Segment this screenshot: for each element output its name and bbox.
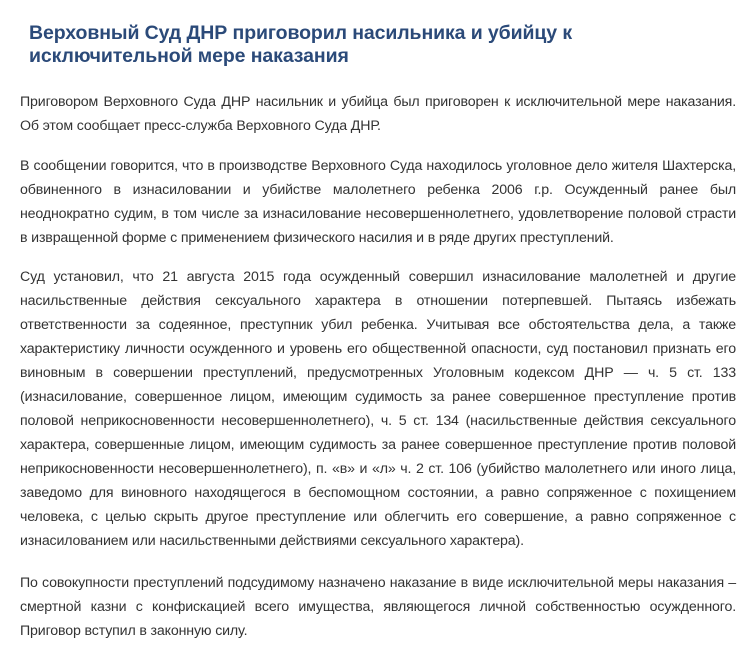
article-paragraph-4: По совокупности преступлений подсудимому назначено наказание в виде исключительной меры наказания – смертной казни с конфискацией всего имущества, являющегося личной собственностью осужденного. Приговор вступил в законную силу. <box>20 575 736 639</box>
article-title: Верховный Суд ДНР приговорил насильника и убийцу к исключительной мере наказания <box>29 22 573 67</box>
article-paragraph-2: В сообщении говорится, что в производстве Верховного Суда находилось уголовное дело жителя Шахтерска, обвиненного в изнасиловании и убийстве малолетнего ребенка 2006 г.р. Осужденный ранее был неоднократно судим, в том числе за изнасилование несовершеннолетнего, удовлетворение половой страсти в извращенной форме с применением физического насилия и в ряде других преступлений. <box>20 158 736 246</box>
article-body <box>20 90 736 643</box>
article-paragraph-1: Приговором Верховного Суда ДНР насильник и убийца был приговорен к исключительной мере наказания. Об этом сообщает пресс-служба Верховного Суда ДНР. <box>20 94 736 134</box>
news-article <box>20 0 736 661</box>
article-paragraph-3: Суд установил, что 21 августа 2015 года осужденный совершил изнасилование малолетней и другие насильственные действия сексуального характера в отношении потерпевшей. Пытаясь избежать ответственности за содеянное, преступник убил ребенка. Учитывая все обстоятельства дела, а также характеристику личности осужденного и уровень его общественной опасности, суд постановил признать его виновным в совершении преступлений, предусмотренных Уголовным кодексом ДНР — ч. 5 ст. 133 (изнасилование, совершенное лицом, имеющим судимость за ранее совершенное преступление против половой неприкосновенности несовершеннолетнего), ч. 5 ст. 134 (насильственные действия сексуального характера, совершенные лицом, имеющим судимость за ранее совершенное преступление против половой неприкосновенности несовершеннолетнего), п. «в» и «л» ч. 2 ст. 106 (убийство малолетнего или иного лица, заведомо для виновного находящегося в беспомощном состоянии, а равно сопряженное с похищением человека, с целью скрыть другое преступление или облегчить его совершение, а равно сопряженное с изнасилованием или насильственными действиями сексуального характера). <box>20 269 736 549</box>
